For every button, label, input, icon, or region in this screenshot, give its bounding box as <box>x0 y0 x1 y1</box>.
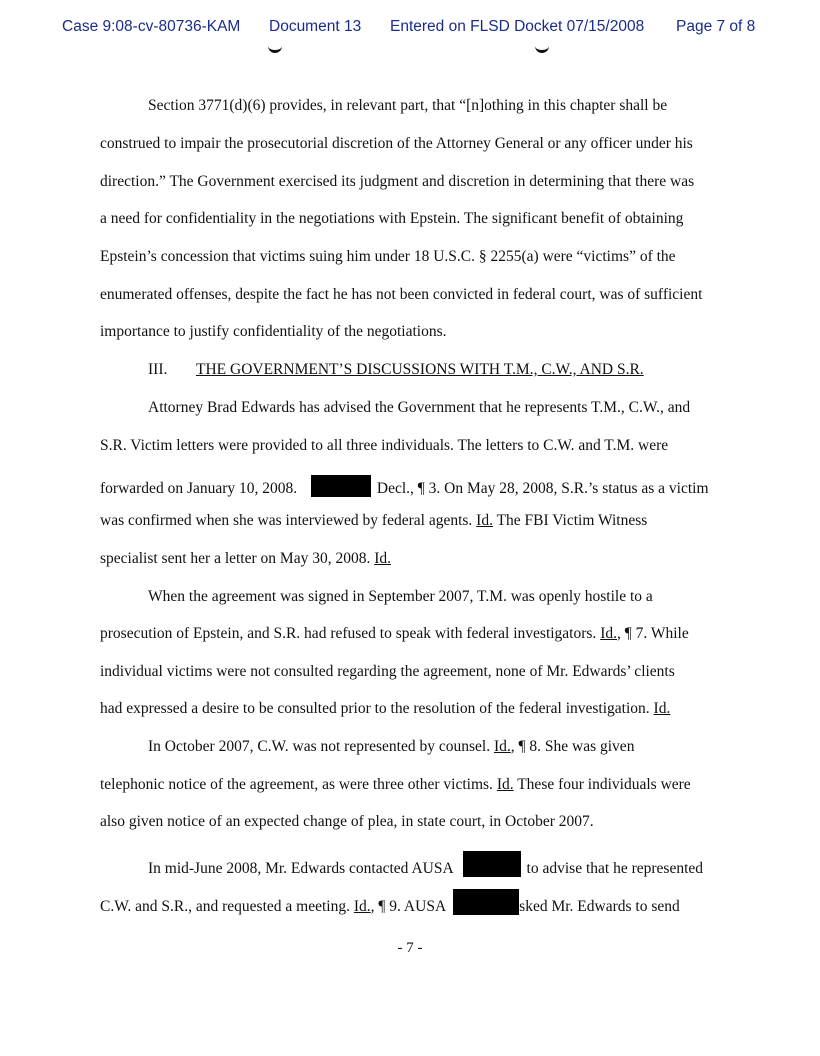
text-segment: Decl., ¶ 3. On May 28, 2008, S.R.’s status as a victim <box>376 480 709 497</box>
text-segment: In October 2007, C.W. was not represented by counsel. <box>148 738 491 755</box>
paragraph-line <box>100 512 647 530</box>
text-segment: telephonic notice of the agreement, as were three other victims. <box>100 776 493 793</box>
section-heading: THE GOVERNMENT’S DISCUSSIONS WITH T.M., C.W., AND S.R. <box>196 361 644 378</box>
paragraph-line: Section 3771(d)(6) provides, in relevant part, that “[n]othing in this chapter shall be <box>148 97 668 114</box>
citation: Id. <box>476 512 493 529</box>
redaction-box <box>311 475 371 497</box>
text-segment: was confirmed when she was interviewed by federal agents. <box>100 512 473 529</box>
text-segment: In mid-June 2008, Mr. Edwards contacted AUSA <box>148 860 453 877</box>
paragraph-line: a need for confidentiality in the negotiations with Epstein. The significant benefit of obtaining <box>100 210 684 227</box>
text-segment: sked Mr. Edwards to send <box>519 898 680 915</box>
scan-mark-right <box>535 44 549 53</box>
paragraph-line: Attorney Brad Edwards has advised the Government that he represents T.M., C.W., and <box>148 399 691 416</box>
text-segment: , ¶ 7. While <box>616 625 689 642</box>
paragraph-line <box>100 700 670 718</box>
citation: Id. <box>600 625 617 642</box>
paragraph-line: individual victims were not consulted regarding the agreement, none of Mr. Edwards’ clients <box>100 663 675 680</box>
text-segment: These four individuals were <box>517 776 691 793</box>
scan-mark-left <box>268 44 282 53</box>
paragraph-line: enumerated offenses, despite the fact he has not been convicted in federal court, was of sufficient <box>100 286 703 303</box>
page-indicator: Page 7 of 8 <box>676 18 756 35</box>
paragraph-line: importance to justify confidentiality of the negotiations. <box>100 323 447 340</box>
paragraph-line <box>100 475 709 498</box>
redaction-box <box>453 889 519 915</box>
text-segment: to advise that he represented <box>526 860 704 877</box>
citation: Id. <box>374 550 391 567</box>
document-number: Document 13 <box>269 18 362 35</box>
paragraph-line: S.R. Victim letters were provided to all three individuals. The letters to C.W. and T.M. were <box>100 437 669 454</box>
paragraph-line: also given notice of an expected change of plea, in state court, in October 2007. <box>100 813 594 830</box>
text-segment: The FBI Victim Witness <box>496 512 648 529</box>
paragraph-line <box>148 851 703 878</box>
citation: Id. <box>496 776 514 793</box>
text-segment: forwarded on January 10, 2008. <box>100 480 298 497</box>
paragraph-line: construed to impair the prosecutorial discretion of the Attorney General or any officer under his <box>100 135 693 152</box>
paragraph-line: When the agreement was signed in September 2007, T.M. was openly hostile to a <box>148 588 653 605</box>
text-segment: had expressed a desire to be consulted prior to the resolution of the federal investigation. <box>100 700 650 717</box>
paragraph-line <box>100 550 391 568</box>
text-segment: prosecution of Epstein, and S.R. had refused to speak with federal investigators. <box>100 625 597 642</box>
paragraph-line: Epstein’s concession that victims suing him under 18 U.S.C. § 2255(a) were “victims” of the <box>100 248 676 265</box>
page-number: - 7 - <box>397 940 423 956</box>
paragraph-line <box>100 776 691 794</box>
citation: Id. <box>353 898 371 915</box>
text-segment: , ¶ 9. AUSA <box>370 898 446 915</box>
paragraph-line <box>148 738 634 756</box>
citation: Id. <box>653 700 671 717</box>
text-segment: C.W. and S.R., and requested a meeting. <box>100 898 350 915</box>
case-number: Case 9:08-cv-80736-KAM <box>62 18 241 35</box>
section-number: III. <box>148 361 168 378</box>
citation: Id. <box>493 738 511 755</box>
redaction-box <box>463 851 521 877</box>
paragraph-line <box>100 625 689 643</box>
text-segment: , ¶ 8. She was given <box>510 738 635 755</box>
paragraph-line <box>100 889 680 916</box>
paragraph-line: direction.” The Government exercised its judgment and discretion in determining that there was <box>100 173 695 190</box>
text-segment: specialist sent her a letter on May 30, 2008. <box>100 550 371 567</box>
docket-entry: Entered on FLSD Docket 07/15/2008 <box>390 18 645 35</box>
